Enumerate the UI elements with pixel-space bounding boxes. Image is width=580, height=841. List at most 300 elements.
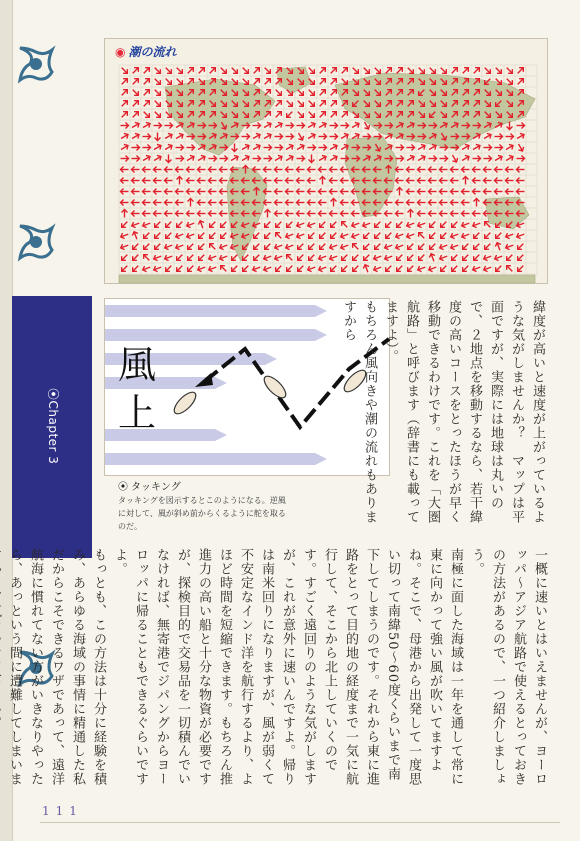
current-arrow-icon	[516, 66, 526, 76]
current-arrow-icon	[197, 253, 207, 263]
current-arrow-icon	[274, 253, 284, 261]
current-arrow-icon	[166, 155, 172, 163]
current-arrow-icon	[516, 253, 526, 263]
current-arrow-icon	[318, 88, 328, 98]
current-arrow-icon	[330, 178, 338, 184]
current-arrow-icon	[495, 167, 503, 173]
current-arrow-icon	[384, 231, 394, 241]
page-number: 111	[42, 804, 83, 818]
current-arrow-icon	[484, 167, 492, 173]
current-arrow-icon	[297, 123, 305, 129]
current-arrow-icon	[198, 211, 206, 217]
current-arrow-icon	[132, 178, 140, 184]
current-arrow-icon	[296, 242, 306, 252]
current-arrow-icon	[429, 211, 437, 217]
current-arrow-icon	[296, 264, 306, 274]
current-arrow-icon	[450, 154, 459, 164]
current-arrow-icon	[219, 253, 229, 261]
current-arrow-icon	[351, 220, 361, 228]
map-title	[115, 43, 177, 61]
current-arrow-icon	[450, 264, 460, 274]
current-arrow-icon	[274, 88, 284, 98]
current-arrow-icon	[517, 156, 525, 162]
current-arrow-icon	[341, 123, 349, 129]
current-arrow-icon	[494, 253, 504, 261]
current-arrow-icon	[341, 178, 349, 184]
current-arrow-icon	[330, 134, 338, 140]
current-arrow-icon	[396, 145, 404, 151]
current-arrow-icon	[406, 264, 416, 274]
current-arrow-icon	[155, 133, 161, 141]
current-arrow-icon	[472, 253, 482, 263]
current-arrow-icon	[450, 242, 460, 250]
current-arrow-icon	[263, 66, 273, 76]
current-arrow-icon	[516, 264, 526, 274]
current-arrow-icon	[175, 253, 185, 263]
current-arrow-icon	[428, 231, 438, 241]
current-arrow-icon	[153, 253, 163, 261]
current-arrow-icon	[384, 242, 394, 250]
current-arrow-icon	[120, 88, 130, 98]
landmass-africa	[345, 137, 397, 217]
current-arrow-icon	[505, 66, 515, 76]
current-arrow-icon	[462, 200, 470, 206]
current-arrow-icon	[473, 189, 481, 195]
current-arrow-icon	[373, 242, 383, 252]
current-arrow-icon	[131, 242, 141, 252]
current-arrow-icon	[164, 220, 174, 230]
current-arrow-icon	[517, 189, 525, 195]
current-arrow-icon	[319, 134, 327, 140]
world-map	[105, 39, 547, 283]
current-arrow-icon	[472, 231, 482, 241]
current-arrow-icon	[154, 211, 162, 217]
current-arrow-icon	[297, 189, 305, 195]
current-arrow-icon	[142, 66, 152, 76]
current-arrow-icon	[373, 66, 383, 76]
current-arrow-icon	[286, 123, 294, 129]
current-arrow-icon	[252, 132, 262, 141]
current-arrow-icon	[142, 253, 152, 263]
current-arrow-icon	[175, 264, 185, 274]
current-arrow-icon	[395, 253, 405, 263]
current-arrow-icon	[428, 66, 438, 76]
current-arrow-icon	[122, 210, 128, 218]
current-arrow-icon	[331, 199, 337, 207]
current-arrow-icon	[175, 132, 185, 141]
current-arrow-icon	[143, 211, 151, 217]
current-arrow-icon	[418, 189, 426, 195]
current-arrow-icon	[153, 220, 163, 230]
current-arrow-icon	[329, 143, 339, 152]
current-arrow-icon	[351, 121, 361, 130]
current-arrow-icon	[362, 220, 372, 228]
current-arrow-icon	[483, 242, 493, 252]
current-arrow-icon	[285, 253, 295, 263]
ocean-current-map	[104, 38, 548, 284]
current-arrow-icon	[177, 177, 183, 185]
current-arrow-icon	[340, 110, 350, 120]
current-arrow-icon	[329, 231, 339, 241]
current-arrow-icon	[484, 189, 492, 195]
current-arrow-icon	[406, 253, 416, 263]
current-arrow-icon	[362, 264, 370, 274]
current-arrow-icon	[495, 189, 503, 195]
current-arrow-icon	[253, 156, 261, 162]
current-arrow-icon	[286, 189, 294, 195]
current-arrow-icon	[175, 220, 185, 230]
current-arrow-icon	[275, 211, 283, 217]
current-arrow-icon	[440, 167, 448, 173]
current-arrow-icon	[307, 110, 317, 120]
current-arrow-icon	[131, 264, 141, 274]
current-arrow-icon	[472, 220, 482, 228]
current-arrow-icon	[484, 178, 492, 184]
current-arrow-icon	[143, 167, 151, 173]
current-arrow-icon	[505, 143, 515, 152]
current-arrow-icon	[120, 253, 130, 263]
current-arrow-icon	[263, 231, 273, 241]
current-arrow-icon	[230, 154, 240, 163]
current-arrow-icon	[396, 211, 404, 217]
current-arrow-icon	[274, 154, 284, 163]
current-arrow-icon	[330, 211, 338, 217]
current-arrow-icon	[307, 264, 317, 272]
current-arrow-icon	[131, 121, 141, 130]
current-arrow-icon	[132, 167, 140, 173]
current-arrow-icon	[494, 66, 504, 76]
current-arrow-icon	[407, 167, 415, 173]
current-arrow-icon	[319, 200, 327, 206]
current-arrow-icon	[142, 242, 152, 252]
current-arrow-icon	[208, 242, 218, 252]
body-text-lower	[7, 548, 550, 790]
current-arrow-icon	[253, 123, 261, 129]
current-arrow-icon	[329, 66, 339, 76]
current-arrow-icon	[417, 253, 427, 263]
current-arrow-icon	[506, 167, 514, 173]
current-arrow-icon	[197, 66, 207, 76]
current-arrow-icon	[186, 264, 196, 274]
current-arrow-icon	[330, 189, 338, 195]
current-arrow-icon	[176, 200, 184, 206]
current-arrow-icon	[197, 264, 207, 272]
current-arrow-icon	[264, 200, 272, 206]
map-title-text: 潮の流れ	[128, 45, 177, 59]
current-arrow-icon	[307, 66, 317, 76]
current-arrow-icon	[308, 145, 316, 151]
current-arrow-icon	[307, 231, 317, 241]
current-arrow-icon	[120, 66, 130, 76]
current-arrow-icon	[329, 154, 339, 163]
current-arrow-icon	[274, 242, 284, 250]
current-arrow-icon	[362, 253, 372, 263]
paragraph: 緯度が高いと速度が上がっているような気がしませんか？ マップは平面ですが、実際には地球は丸いので、２地点を移動するなら、若干緯度の高いコースをとったほうが早く移動できるわけです。これを「大圏航路」と呼びます（辞書にも載ってますよ）。	[383, 300, 545, 524]
current-arrow-icon	[275, 167, 283, 173]
current-arrow-icon	[417, 143, 427, 152]
current-arrow-icon	[263, 220, 273, 230]
current-arrow-icon	[153, 231, 163, 241]
current-arrow-icon	[451, 178, 459, 184]
current-arrow-icon	[408, 210, 414, 218]
current-arrow-icon	[219, 242, 229, 250]
current-arrow-icon	[209, 189, 217, 195]
current-arrow-icon	[395, 264, 405, 274]
current-arrow-icon	[483, 231, 493, 241]
current-arrow-icon	[451, 167, 459, 173]
current-arrow-icon	[418, 178, 426, 184]
current-arrow-icon	[296, 132, 305, 142]
current-arrow-icon	[142, 88, 152, 98]
current-arrow-icon	[494, 264, 504, 274]
current-arrow-icon	[517, 167, 525, 173]
current-arrow-icon	[483, 253, 493, 261]
current-arrow-icon	[483, 66, 493, 76]
current-arrow-icon	[275, 178, 283, 184]
current-arrow-icon	[297, 167, 305, 173]
current-arrow-icon	[351, 242, 361, 252]
current-arrow-icon	[461, 66, 471, 76]
current-arrow-icon	[406, 242, 416, 252]
current-arrow-icon	[352, 211, 360, 217]
current-arrow-icon	[340, 242, 350, 250]
current-arrow-icon	[428, 253, 436, 263]
current-arrow-icon	[263, 132, 273, 141]
current-arrow-icon	[318, 66, 328, 76]
current-arrow-icon	[121, 178, 129, 184]
footer-rule	[40, 822, 560, 823]
current-arrow-icon	[406, 154, 416, 163]
current-arrow-icon	[188, 199, 194, 207]
current-arrow-icon	[286, 134, 294, 140]
current-arrow-icon	[296, 99, 306, 109]
current-arrow-icon	[230, 66, 240, 76]
current-arrow-icon	[208, 264, 218, 272]
current-arrow-icon	[285, 110, 295, 120]
current-arrow-icon	[164, 253, 174, 261]
current-arrow-icon	[220, 211, 228, 217]
current-arrow-icon	[428, 264, 438, 272]
current-arrow-icon	[176, 189, 184, 195]
current-arrow-icon	[362, 231, 372, 241]
current-arrow-icon	[351, 231, 361, 239]
current-arrow-icon	[186, 220, 196, 228]
current-arrow-icon	[385, 200, 393, 206]
current-arrow-icon	[418, 211, 426, 217]
current-arrow-icon	[308, 189, 316, 195]
current-arrow-icon	[197, 154, 207, 163]
current-arrow-icon	[439, 66, 449, 76]
current-arrow-icon	[319, 167, 327, 173]
current-arrow-icon	[153, 99, 163, 109]
current-arrow-icon	[494, 242, 502, 252]
current-arrow-icon	[451, 211, 459, 217]
current-arrow-icon	[263, 264, 273, 272]
current-arrow-icon	[418, 167, 426, 173]
current-arrow-icon	[165, 167, 173, 173]
current-arrow-icon	[285, 99, 295, 109]
current-arrow-icon	[396, 167, 404, 173]
current-arrow-icon	[318, 220, 328, 230]
current-arrow-icon	[265, 210, 271, 218]
paragraph: 南極に面した海域は一年を通して常に東に向かって強い風が吹いてますよね。そこで、母港から出発して一度思い切って南緯50～60度くらいまで南下してしまうのです。それから東に進路をとって目的地の経度まで一気に航行して、そこから北上していくのです。すごく遠回りのような気がしますが、これが意外に速いんですよ。帰りは南米回りになりますが、風が弱くて不安定なインド洋を航行するより、よほど時間を短縮できます。もちろん推進力の高い船と十分な物資が必要ですが、探検目的で交易品を一切積んでいなければ、無寄港でジパングからヨーロッパに帰ることもできるぐらいですよ。	[112, 548, 463, 786]
current-arrow-icon	[121, 167, 129, 173]
current-arrow-icon	[198, 200, 206, 206]
current-arrow-icon	[230, 264, 240, 274]
current-arrow-icon	[165, 123, 173, 129]
current-arrow-icon	[351, 66, 361, 76]
current-arrow-icon	[275, 200, 283, 206]
current-arrow-icon	[297, 200, 305, 206]
current-arrow-icon	[307, 132, 317, 141]
current-arrow-icon	[319, 211, 327, 217]
current-arrow-icon	[154, 167, 162, 173]
current-arrow-icon	[472, 66, 482, 76]
current-arrow-icon	[164, 264, 174, 274]
current-arrow-icon	[329, 220, 339, 230]
current-arrow-icon	[351, 264, 361, 274]
map-title-bullet: ◉	[115, 45, 126, 59]
current-arrow-icon	[362, 242, 372, 252]
current-arrow-icon	[232, 144, 238, 152]
figure-caption-body: タッキングを図示するとこのようになる。逆風に対して、風が斜め前からくるように舵を取るのだ。	[118, 496, 286, 531]
current-arrow-icon	[440, 178, 448, 184]
current-arrow-icon	[297, 156, 305, 162]
current-arrow-icon	[176, 167, 184, 173]
current-arrow-icon	[153, 143, 163, 152]
current-arrow-icon	[263, 242, 273, 252]
current-arrow-icon	[154, 123, 162, 129]
current-arrow-icon	[484, 156, 492, 162]
current-arrow-icon	[285, 220, 295, 230]
current-arrow-icon	[516, 242, 526, 252]
current-arrow-icon	[461, 242, 471, 252]
current-arrow-icon	[143, 178, 151, 184]
current-arrow-icon	[252, 143, 262, 152]
current-arrow-icon	[395, 220, 405, 230]
current-arrow-icon	[186, 66, 196, 76]
wind-label-kaze: 風	[117, 343, 156, 387]
current-arrow-icon	[483, 132, 493, 141]
current-arrow-icon	[417, 264, 427, 272]
chapter-tab	[12, 296, 92, 558]
current-arrow-icon	[142, 110, 152, 120]
current-arrow-icon	[429, 178, 437, 184]
current-arrow-icon	[461, 154, 471, 163]
current-arrow-icon	[164, 66, 174, 76]
current-arrow-icon	[440, 200, 448, 206]
current-arrow-icon	[187, 167, 195, 173]
current-arrow-icon	[208, 231, 218, 241]
current-arrow-icon	[220, 156, 228, 162]
current-arrow-icon	[318, 253, 328, 261]
current-arrow-icon	[407, 189, 415, 195]
current-arrow-icon	[143, 145, 151, 151]
current-arrow-icon	[318, 121, 328, 130]
current-arrow-icon	[131, 88, 141, 98]
current-arrow-icon	[131, 253, 141, 263]
current-arrow-icon	[341, 211, 349, 217]
current-arrow-icon	[220, 167, 228, 173]
current-arrow-icon	[120, 99, 130, 109]
current-arrow-icon	[154, 200, 162, 206]
current-arrow-icon	[418, 200, 426, 206]
current-arrow-icon	[474, 199, 480, 207]
current-arrow-icon	[463, 177, 469, 185]
current-arrow-icon	[274, 99, 284, 109]
current-arrow-icon	[373, 220, 383, 230]
current-arrow-icon	[417, 154, 427, 163]
current-arrow-icon	[142, 77, 152, 87]
current-arrow-icon	[495, 134, 503, 140]
current-arrow-icon	[209, 200, 217, 206]
current-arrow-icon	[440, 156, 448, 162]
current-arrow-icon	[186, 242, 196, 252]
current-arrow-icon	[164, 77, 174, 87]
current-arrow-icon	[131, 99, 141, 109]
current-arrow-icon	[329, 264, 339, 274]
current-arrow-icon	[131, 77, 141, 87]
current-arrow-icon	[329, 242, 339, 250]
current-arrow-icon	[165, 200, 173, 206]
current-arrow-icon	[373, 253, 383, 261]
current-arrow-icon	[219, 66, 229, 76]
ship-icon	[171, 389, 199, 417]
current-arrow-icon	[308, 200, 316, 206]
current-arrow-icon	[264, 156, 272, 162]
current-arrow-icon	[473, 178, 481, 184]
current-arrow-icon	[132, 211, 140, 217]
current-arrow-icon	[407, 200, 415, 206]
current-arrow-icon	[429, 167, 437, 173]
current-arrow-icon	[263, 121, 273, 130]
current-arrow-icon	[505, 264, 515, 274]
current-arrow-icon	[451, 189, 459, 195]
ship-icon	[261, 373, 289, 401]
current-arrow-icon	[462, 211, 470, 217]
current-arrow-icon	[252, 242, 262, 252]
current-arrow-icon	[275, 145, 283, 151]
current-arrow-icon	[341, 156, 349, 162]
current-arrow-icon	[494, 231, 504, 241]
current-arrow-icon	[187, 211, 195, 217]
current-arrow-icon	[461, 264, 471, 274]
current-arrow-icon	[296, 143, 306, 152]
current-arrow-icon	[197, 242, 207, 252]
current-arrow-icon	[286, 178, 294, 184]
current-arrow-icon	[351, 253, 361, 263]
current-arrow-icon	[164, 143, 174, 152]
current-arrow-icon	[208, 66, 218, 76]
current-arrow-icon	[483, 264, 493, 272]
current-arrow-icon	[175, 242, 185, 250]
current-arrow-icon	[450, 231, 460, 239]
current-arrow-icon	[164, 231, 174, 241]
current-arrow-icon	[241, 264, 251, 274]
current-arrow-icon	[340, 264, 350, 274]
current-arrow-icon	[505, 242, 515, 250]
current-arrow-icon	[164, 242, 174, 250]
caption-title-text: タッキング	[131, 482, 181, 493]
current-arrow-icon	[274, 121, 284, 130]
current-arrow-icon	[274, 220, 284, 230]
current-arrow-icon	[307, 121, 317, 130]
current-arrow-icon	[472, 242, 482, 252]
current-arrow-icon	[516, 132, 526, 141]
current-arrow-icon	[263, 253, 273, 261]
current-arrow-icon	[516, 77, 526, 87]
current-arrow-icon	[517, 123, 525, 129]
